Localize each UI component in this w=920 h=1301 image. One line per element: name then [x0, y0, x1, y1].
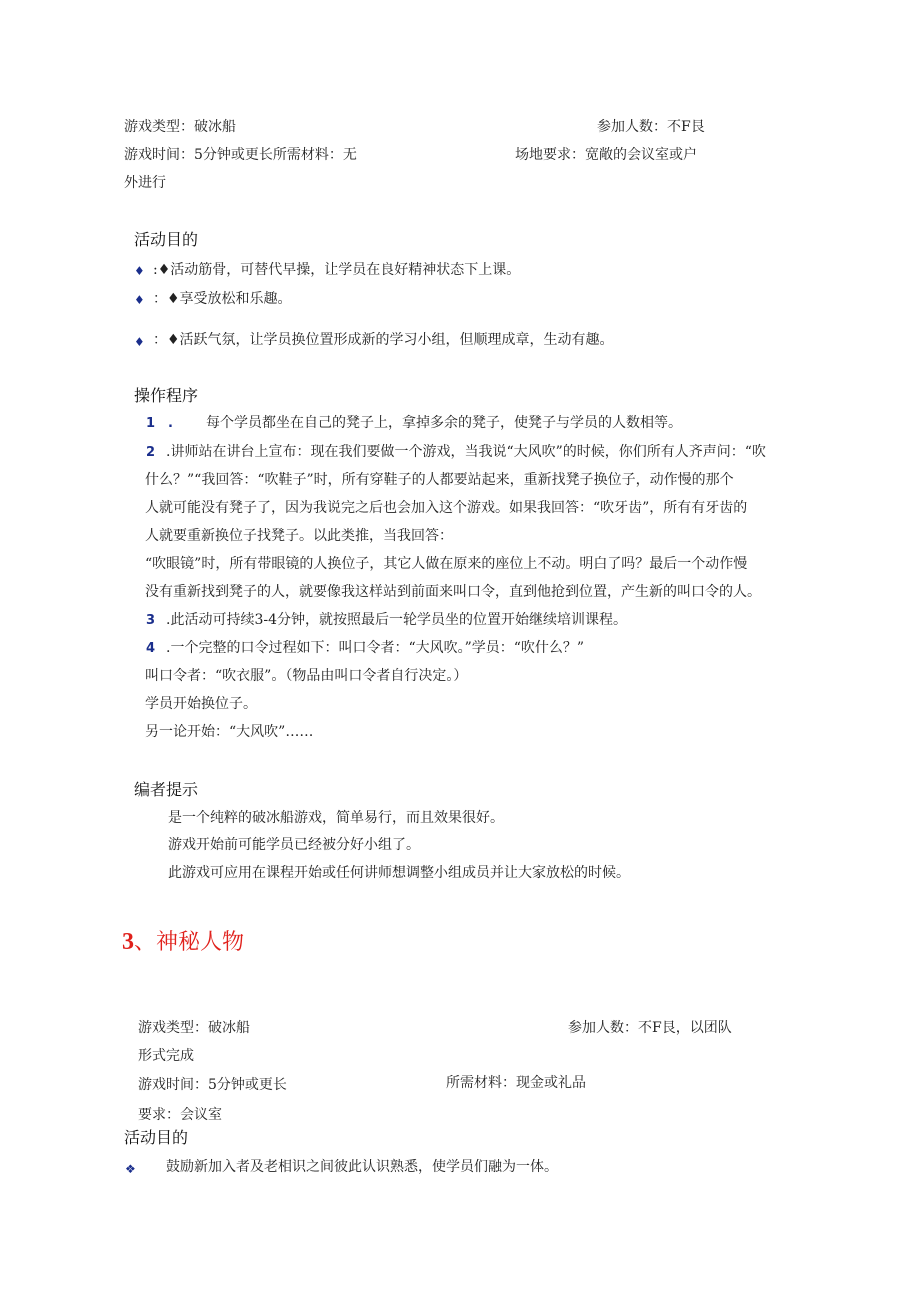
step-number: 3	[146, 613, 156, 628]
section-title-number: 3	[122, 929, 134, 955]
venue-requirement: 要求：会议室	[138, 1107, 222, 1123]
purpose-item: ：♦享受放松和乐趣。	[153, 291, 292, 307]
step-text-line: 学员开始换位子。	[145, 696, 257, 712]
section-title	[122, 928, 244, 957]
required-material: 所需材料：现金或礼品	[446, 1075, 586, 1091]
step-text: .此活动可持续3-4分钟，就按照最后一轮学员坐的位置开始继续培训课程。	[166, 612, 627, 628]
purpose-item: ：♦活跃气氛，让学员换位置形成新的学习小组，但顺理成章，生动有趣。	[153, 332, 614, 348]
purpose-heading: 活动目的	[124, 1128, 189, 1147]
game-time-material: 游戏时间：5分钟或更长所需材料：无	[124, 147, 357, 163]
editor-notes-heading: 编者提示	[134, 780, 199, 799]
game-time: 游戏时间：5分钟或更长	[138, 1077, 287, 1093]
step-text-line: 什么？”“我回答：“吹鞋子”时，所有穿鞋子的人都要站起来，重新找凳子换位子，动作慢的那个	[145, 472, 734, 488]
diamond-bullet-icon: ♦	[134, 264, 145, 278]
step-text: .讲师站在讲台上宣布：现在我们要做一个游戏，当我说“大风吹”的时候，你们所有人齐声问：“吹	[166, 444, 766, 460]
game-type: 游戏类型：破冰船	[138, 1020, 250, 1036]
participant-count-cont: 形式完成	[138, 1048, 194, 1064]
step-text-line: 没有重新找到凳子的人，就要像我这样站到前面来叫口令，直到他抢到位置，产生新的叫口令的人。	[145, 584, 761, 600]
step-text-line: “吹眼镜”时，所有带眼镜的人换位子，其它人做在原来的座位上不动。明白了吗？最后一个动作慢	[145, 556, 748, 572]
editor-note: 游戏开始前可能学员已经被分好小组了。	[168, 837, 420, 853]
diamond-bullet-icon: ♦	[134, 293, 145, 307]
game-type: 游戏类型：破冰船	[124, 119, 236, 135]
purpose-heading: 活动目的	[134, 230, 199, 249]
editor-note: 是一个纯粹的破冰船游戏，简单易行，而且效果很好。	[168, 810, 504, 826]
step-number: 4	[146, 641, 156, 656]
step-text-line: 人就可能没有凳子了，因为我说完之后也会加入这个游戏。如果我回答：“吹牙齿”，所有有牙齿的	[145, 500, 748, 516]
step-number: 1 .	[146, 416, 173, 431]
participant-count: 参加人数：不F艮	[597, 119, 705, 135]
diamond-bullet-icon: ♦	[134, 335, 145, 349]
purpose-item: :♦活动筋骨，可替代早操，让学员在良好精神状态下上课。	[153, 262, 521, 278]
step-text-line: 叫口令者：“吹衣服”。（物品由叫口令者自行决定。）	[145, 668, 468, 684]
step-text-line: 另一论开始：“大风吹”……	[145, 724, 314, 740]
purpose-item: 鼓励新加入者及老相识之间彼此认识熟悉，使学员们融为一体。	[166, 1159, 558, 1175]
procedure-heading: 操作程序	[134, 386, 199, 405]
step-text: .一个完整的口令过程如下：叫口令者：“大风吹。”学员：“吹什么？”	[166, 640, 585, 656]
venue-requirement-cont: 外进行	[124, 175, 166, 191]
venue-requirement: 场地要求：宽敞的会议室或户	[515, 147, 697, 163]
step-text-line: 人就要重新换位子找凳子。以此类推，当我回答：	[145, 528, 453, 544]
participant-count: 参加人数：不F艮，以团队	[568, 1020, 732, 1036]
ornament-bullet-icon: ❖	[125, 1162, 136, 1176]
step-number: 2	[146, 445, 156, 460]
editor-note: 此游戏可应用在课程开始或任何讲师想调整小组成员并让大家放松的时候。	[168, 865, 630, 881]
step-text: 每个学员都坐在自己的凳子上，拿掉多余的凳子，使凳子与学员的人数相等。	[206, 415, 682, 431]
section-title-text: 、神秘人物	[134, 930, 245, 955]
